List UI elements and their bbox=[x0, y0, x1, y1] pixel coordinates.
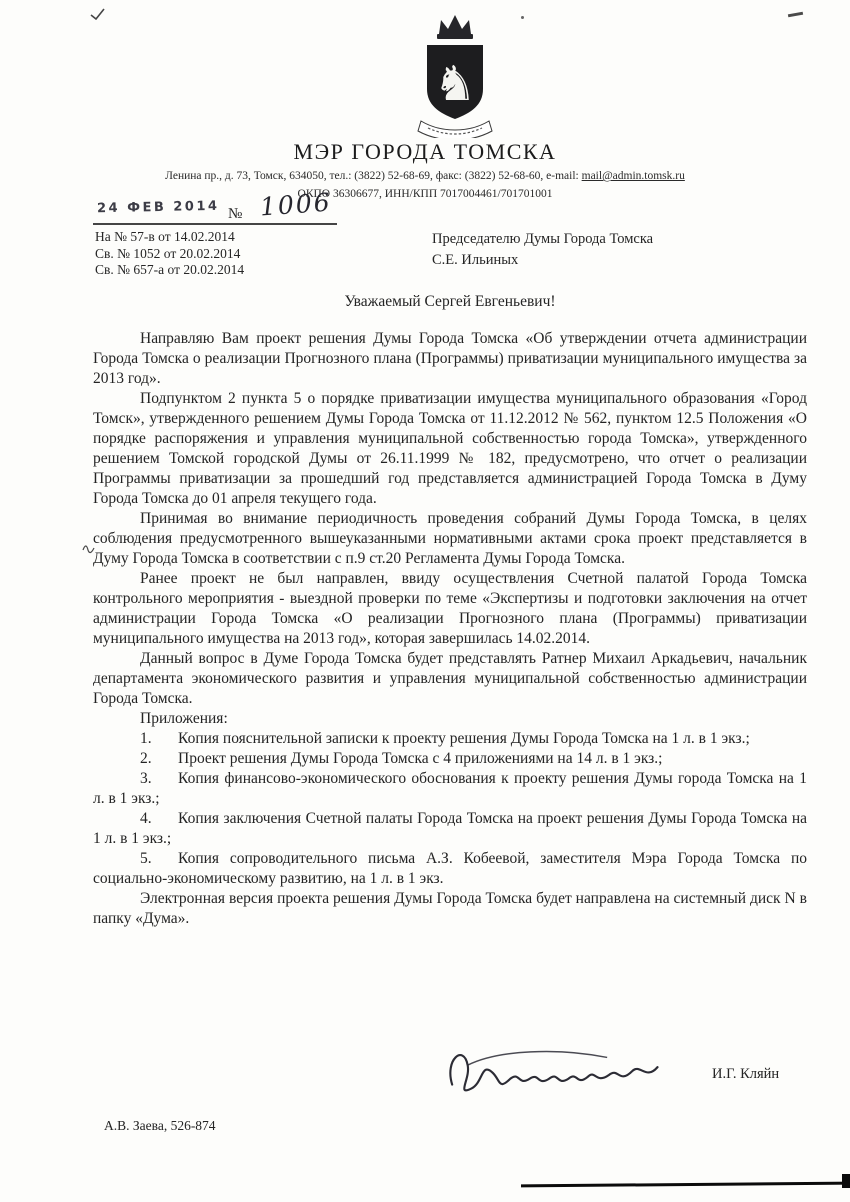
ribbon-banner bbox=[418, 121, 492, 138]
attachment-item bbox=[93, 749, 807, 769]
incoming-date-stamp: 24 ФЕВ 2014 bbox=[96, 198, 220, 217]
attachment-text: Копия пояснительной записки к проекту решения Думы Города Томска на 1 л. в 1 экз.; bbox=[178, 730, 750, 747]
reference-line: Св. № 657-а от 20.02.2014 bbox=[95, 262, 245, 277]
reference-block bbox=[95, 229, 244, 279]
address-phone-text: Ленина пр., д. 73, Томск, 634050, тел.: (3822) 52-68-69, факс: (3822) 52-68-60, e-mail: bbox=[165, 170, 582, 182]
attachment-number: 5. bbox=[140, 850, 152, 867]
organization-title: МЭР ГОРОДА ТОМСКА bbox=[293, 139, 557, 164]
body-paragraph: Подпунктом 2 пункта 5 о порядке приватизации имущества муниципального образования «Город Томск», утвержденного решением Думы Города Томска от 11.12.2012 № 562, пунктом 12.5 Положения «О порядке распоряжения и управления муниципальной собственностью города Томска», утвержденного решением Томской городской Думы от 26.11.1999 № 182, предусмотрено, что отчет о реализации Программы приватизации за прошедший год представляется администрацией Города Томска в Думу Города Томска до 01 апреля текущего года. bbox=[93, 390, 807, 507]
outgoing-number-handwritten: 1006 bbox=[259, 187, 333, 222]
attachment-text: Копия заключения Счетной палаты Города Томска на проект решения Думы Города Томска на 1 л. в 1 экз.; bbox=[93, 810, 807, 847]
email-link: mail@admin.tomsk.ru bbox=[581, 170, 685, 182]
attachment-text: Проект решения Думы Города Томска с 4 приложениями на 14 л. в 1 экз.; bbox=[178, 750, 663, 767]
tomsk-coat-of-arms-icon bbox=[417, 10, 493, 138]
attachment-number: 4. bbox=[140, 810, 152, 827]
scan-artifact-top-right bbox=[788, 12, 803, 18]
attachments-title: Приложения: bbox=[140, 710, 228, 727]
letter-body bbox=[93, 292, 807, 929]
scan-artifact-speck bbox=[521, 16, 524, 19]
body-paragraph: Данный вопрос в Думе Города Томска будет представлять Ратнер Михаил Аркадьевич, начальник департамента экономического развития и управления муниципальной собственностью администрации Города Томска. bbox=[93, 650, 807, 707]
registration-codes-line: ОКПО 36306677, ИНН/КПП 7017004461/701701001 bbox=[297, 188, 553, 200]
addressee-block bbox=[432, 229, 653, 271]
attachment-text: Копия финансово-экономического обоснования к проекту решения Думы города Томска на 1 л. в 1 экз.; bbox=[93, 770, 807, 807]
white-horse-icon: ♞ bbox=[433, 56, 477, 112]
addressee-name: С.Е. Ильиных bbox=[432, 252, 519, 268]
attachment-text: Копия сопроводительного письма А.З. Кобеевой, заместителя Мэра Города Томска по социально-экономическому развитию, на 1 л. в 1 экз. bbox=[93, 850, 807, 887]
attachment-number: 2. bbox=[140, 750, 152, 767]
number-underline bbox=[93, 223, 337, 225]
addressee-title: Председателю Думы Города Томска bbox=[432, 231, 654, 247]
attachment-item bbox=[93, 729, 807, 749]
executor-contact: А.В. Заева, 526-874 bbox=[104, 1118, 216, 1133]
scan-artifact-bottom-corner bbox=[842, 1174, 850, 1188]
scan-artifact-bottom-line bbox=[521, 1182, 850, 1188]
salutation: Уважаемый Сергей Евгеньевич! bbox=[344, 293, 556, 310]
body-paragraph: Принимая во внимание периодичность проведения собраний Думы Города Томска, в целях соблюдения предусмотренного вышеуказанными нормативными актами срока проект представляется в Думу Города Томска в соответствии с п.9 ст.20 Регламента Думы Города Томска. bbox=[93, 510, 807, 567]
crown-icon bbox=[437, 15, 473, 39]
attachment-item bbox=[93, 849, 807, 889]
body-paragraph: Направляю Вам проект решения Думы Города Томска «Об утверждении отчета администрации Города Томска о реализации Прогнозного плана (Программы) приватизации муниципального имущества за 2013 год». bbox=[93, 330, 807, 387]
signatory-name: И.Г. Кляйн bbox=[712, 1066, 780, 1082]
contact-line bbox=[0, 170, 850, 182]
outgoing-number-label: № bbox=[228, 206, 243, 222]
body-paragraph: Ранее проект не был направлен, ввиду осуществления Счетной палатой Города Томска контрольного мероприятия - выездной проверки по теме «Экспертизы и подготовки заключения на отчет администрации Города Томска «О реализации Прогнозного плана (Программы) приватизации муниципального имущества на 2013 год», которая завершилась 14.02.2014. bbox=[93, 570, 807, 647]
handwritten-signature bbox=[436, 1040, 664, 1102]
attachment-item bbox=[93, 769, 807, 809]
attachment-item bbox=[93, 809, 807, 849]
reference-line: На № 57-в от 14.02.2014 bbox=[95, 229, 235, 244]
attachment-number: 1. bbox=[140, 730, 152, 747]
reference-line: Св. № 1052 от 20.02.2014 bbox=[95, 245, 241, 261]
scan-artifact-top-left bbox=[90, 8, 106, 20]
closing-paragraph: Электронная версия проекта решения Думы Города Томска будет направлена на системный диск N в папку «Дума». bbox=[93, 890, 807, 927]
attachment-number: 3. bbox=[140, 770, 152, 787]
